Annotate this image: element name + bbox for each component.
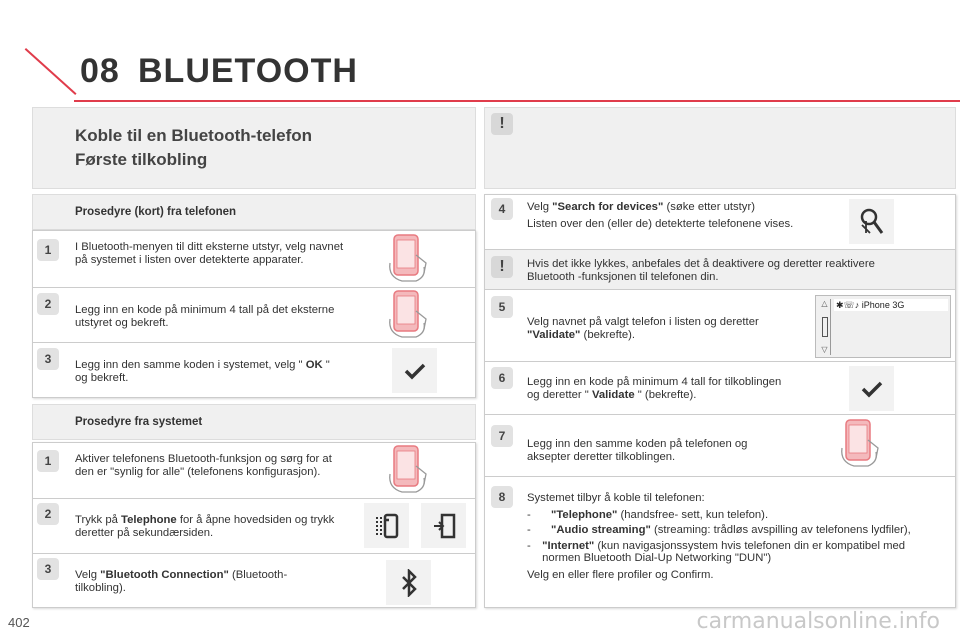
step-badge-b3: 3 — [37, 558, 59, 580]
heading-line1: Koble til en Bluetooth-telefon — [75, 126, 313, 145]
bluetooth-icon — [386, 560, 431, 605]
phone-hand-icon — [386, 289, 434, 346]
step-b3-text: Velg "Bluetooth Connection" (Bluetooth-tilkobling). — [75, 569, 288, 594]
header-rule — [74, 100, 960, 102]
check-icon — [392, 348, 437, 393]
header-accent-line — [25, 48, 77, 95]
step-4-text: Velg "Search for devices" (søke etter utstyr) Listen over den (eller de) detekterte telefonene vises. — [527, 201, 794, 230]
step-b2-text: Trykk på Telephone for å åpne hovedsiden og trykk deretter på sekundærsiden. — [75, 514, 335, 539]
step-6-text: Legg inn en kode på minimum 4 tall for tilkoblingen og deretter " Validate " (bekrefte). — [527, 376, 782, 401]
divider — [484, 414, 956, 415]
step-5-text: Velg navnet på valgt telefon i listen og deretter "Validate" (bekrefte). — [527, 316, 759, 341]
phone-hand-icon — [386, 444, 434, 501]
step-a3-text: Legg inn den samme koden i systemet, velg " OK " og bekreft. — [75, 359, 330, 384]
divider — [484, 476, 956, 477]
search-devices-icon — [849, 199, 894, 244]
chapter-title: BLUETOOTH — [138, 52, 358, 90]
check-icon — [849, 366, 894, 411]
step-a1-text: I Bluetooth-menyen til ditt eksterne utstyr, velg navnet på systemet i listen over detekterte apparater. — [75, 241, 344, 266]
secondary-page-icon — [421, 503, 466, 548]
chapter-number: 08 — [80, 52, 120, 90]
warning-2-text: Hvis det ikke lykkes, anbefales det å deaktivere og deretter reaktivere Bluetooth -funksjonen til telefonen din. — [527, 258, 875, 283]
step-badge-a2: 2 — [37, 293, 59, 315]
step-badge-7: 7 — [491, 425, 513, 447]
section-b-title: Prosedyre fra systemet — [75, 416, 203, 428]
exclamation-icon: ! — [491, 113, 513, 135]
list-scrollbar: △ ▽ — [819, 299, 831, 355]
profile-icons: ✱☏♪ — [836, 300, 862, 310]
step-badge-a1: 1 — [37, 239, 59, 261]
step-badge-5: 5 — [491, 296, 513, 318]
step-7-text: Legg inn den samme koden på telefonen og aksepter deretter tilkoblingen. — [527, 438, 748, 463]
heading-line2: Første tilkobling — [75, 150, 208, 169]
step-badge-8: 8 — [491, 486, 513, 508]
watermark: carmanualsonline.info — [696, 609, 940, 634]
device-name: iPhone 3G — [861, 300, 905, 310]
list-item — [834, 299, 948, 311]
section-a-title: Prosedyre (kort) fra telefonen — [75, 206, 237, 218]
divider — [32, 553, 476, 554]
step-badge-b2: 2 — [37, 503, 59, 525]
step-b1-text: Aktiver telefonens Bluetooth-funksjon og sørg for at den er "synlig for alle" (telefonens konfigurasjon). — [75, 453, 332, 478]
profile-item: - "Telephone" (handsfree- sett, kun telefon). — [527, 508, 769, 521]
profile-item: - "Internet" (kun navigasjonssystem hvis telefonen din er kompatibel med normen Bluetooth Dial-Up Networking "DUN") — [527, 539, 906, 564]
screen-list-preview — [815, 295, 951, 358]
page-number: 402 — [8, 615, 30, 630]
telephone-main-page-icon — [364, 503, 409, 548]
divider — [484, 289, 956, 290]
profile-item: - "Audio streaming" (streaming: trådløs avspilling av telefonens lydfiler), — [527, 524, 911, 536]
warning-box-1 — [484, 107, 956, 189]
step-badge-a3: 3 — [37, 348, 59, 370]
heading-box — [32, 107, 476, 189]
step-8-outro: Velg en eller flere profiler og Confirm. — [527, 568, 714, 581]
phone-hand-icon — [838, 418, 886, 475]
divider — [484, 361, 956, 362]
divider — [484, 249, 956, 250]
step-8-intro: Systemet tilbyr å koble til telefonen: — [527, 492, 705, 504]
step-a2-text: Legg inn en kode på minimum 4 tall på det eksterne utstyret og bekreft. — [75, 304, 335, 329]
step-badge-6: 6 — [491, 367, 513, 389]
exclamation-icon: ! — [491, 256, 513, 278]
step-badge-b1: 1 — [37, 450, 59, 472]
step-badge-4: 4 — [491, 198, 513, 220]
step-8-text — [527, 492, 917, 581]
phone-hand-icon — [386, 233, 434, 290]
